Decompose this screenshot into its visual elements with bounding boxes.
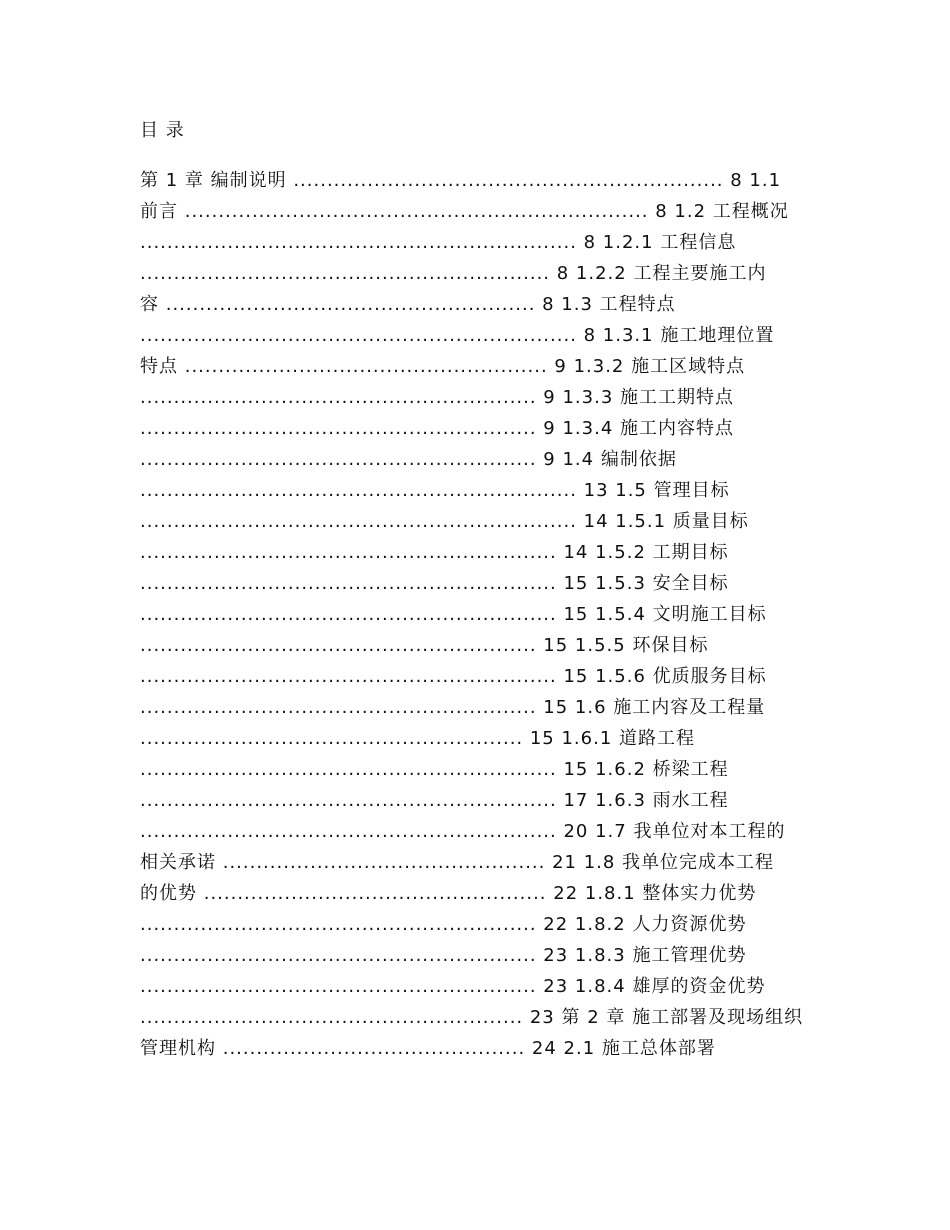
toc-line: ................................................................. 8 1.3.1 施工地理位置 — [140, 325, 775, 346]
toc-line: 相关承诺 ................................................ 21 1.8 我单位完成本工程 — [140, 852, 775, 873]
toc-line: ........................................................... 15 1.6 施工内容及工程量 — [140, 697, 766, 718]
toc-line: .............................................................. 15 1.5.6 优质服务目标 — [140, 666, 767, 687]
toc-line: ........................................................... 15 1.5.5 环保目标 — [140, 635, 709, 656]
toc-line: ........................................................... 23 1.8.3 施工管理优势 — [140, 945, 747, 966]
toc-line: ........................................................... 22 1.8.2 人力资源优势 — [140, 914, 747, 935]
toc-line: 管理机构 ............................................. 24 2.1 施工总体部署 — [140, 1038, 716, 1059]
toc-line: ......................................................... 23 第 2 章 施工部署及现场组织 — [140, 1007, 804, 1028]
toc-line: ........................................................... 23 1.8.4 雄厚的资金优势 — [140, 976, 766, 997]
toc-line: 第 1 章 编制说明 ................................................................ 8 1.1 — [140, 170, 782, 191]
toc-line: ........................................................... 9 1.3.4 施工内容特点 — [140, 418, 734, 439]
toc-line: ................................................................. 14 1.5.1 质量目标 — [140, 511, 749, 532]
toc-line: 容 ....................................................... 8 1.3 工程特点 — [140, 294, 676, 315]
toc-line: ........................................................... 9 1.4 编制依据 — [140, 449, 677, 470]
toc-line: .............................................................. 15 1.6.2 桥梁工程 — [140, 759, 729, 780]
toc-line: ................................................................. 8 1.2.1 工程信息 — [140, 232, 737, 253]
toc-line: ............................................................. 8 1.2.2 工程主要施工内 — [140, 263, 767, 284]
toc-line: ........................................................... 9 1.3.3 施工工期特点 — [140, 387, 734, 408]
toc-line: .............................................................. 15 1.5.3 安全目标 — [140, 573, 729, 594]
toc-heading: 目 录 — [140, 120, 185, 141]
toc-line: 的优势 ................................................... 22 1.8.1 整体实力优势 — [140, 883, 757, 904]
toc-line: ......................................................... 15 1.6.1 道路工程 — [140, 728, 696, 749]
toc-body — [140, 168, 820, 1067]
toc-line: ................................................................. 13 1.5 管理目标 — [140, 480, 730, 501]
toc-line: .............................................................. 15 1.5.4 文明施工目标 — [140, 604, 767, 625]
toc-line: .............................................................. 14 1.5.2 工期目标 — [140, 542, 729, 563]
toc-line: .............................................................. 20 1.7 我单位对本工程的 — [140, 821, 786, 842]
toc-line: 前言 ..................................................................... 8 1.2 工程概况 — [140, 201, 789, 222]
toc-line: 特点 ...................................................... 9 1.3.2 施工区域特点 — [140, 356, 746, 377]
toc-line: .............................................................. 17 1.6.3 雨水工程 — [140, 790, 729, 811]
